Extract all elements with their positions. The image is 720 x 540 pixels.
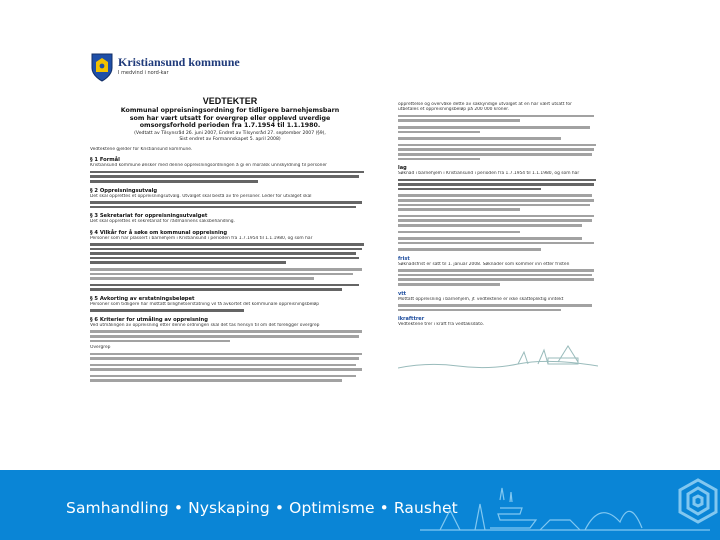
- section-text-4: Personer som har plassert i barnehjem i Kristiansund i perioden fra 1.7.1954 til 1.1.1980, og som har: [90, 235, 313, 241]
- right-heading-ikrafttrer: ikrafttrer: [398, 316, 425, 323]
- footer-bar: [0, 470, 720, 540]
- right-text-top-2: utbetales et oppreisningsbeløp på 200 000 kroner.: [398, 107, 510, 113]
- section-text-overgrep: Overgrep: [90, 345, 111, 351]
- municipality-logo: [90, 52, 320, 82]
- municipality-name: Kristiansund kommune: [118, 55, 240, 69]
- document-right-column: [398, 102, 602, 376]
- right-heading-lag: lag: [398, 165, 407, 172]
- municipality-slogan: I medvind i nord-kar: [118, 70, 169, 76]
- landscape-illustration: [398, 332, 598, 372]
- right-text-frist: Søknadsfrist er satt til 1. januar 2008. Søknader som kommer inn etter fristen: [398, 261, 570, 267]
- section-heading-2: § 2 Oppreisningsutvalg: [90, 187, 158, 194]
- section-heading-6: § 6 Kriterier for utmåling av oppreisning: [90, 316, 208, 323]
- right-text-lag: Søknad i barnehjem i Kristiansund i perioden fra 1.7.1954 til 1.1.1980, og som har: [398, 171, 580, 177]
- document-intro: Vedtektene gjelder for Kristiansund kommune.: [90, 146, 193, 152]
- document-subtitle-2: som har vært utsatt for overgrep eller opplevd uverdige: [129, 114, 331, 122]
- footer-tagline: Samhandling • Nyskaping • Optimisme • Raushet: [66, 499, 458, 517]
- right-heading-frist: frist: [398, 255, 410, 262]
- section-text-1: Kristiansund kommune ønsker med denne oppreisningsordningen å gi en moralsk unnskyldning til personer: [90, 163, 327, 169]
- section-heading-1: § 1 Formål: [90, 157, 120, 164]
- harbor-decoration-icon: [380, 470, 720, 540]
- document-subtitle-1: Kommunal oppreisningsordning for tidligere barnehjemsbarn: [120, 107, 340, 114]
- right-heading-vtt: vtt: [398, 290, 407, 297]
- right-text-ikrafttrer: Vedtektene trer i kraft fra vedtaksdato.: [398, 322, 484, 328]
- coat-of-arms-icon: [90, 52, 114, 82]
- document-meta-2: Sist endret av Formannskapet 5. april 2008): [179, 137, 281, 143]
- right-text-top: opprettelse og overvåke dette av sakkyndige utvalget at en har vært utsatt for: [398, 102, 572, 107]
- section-heading-4: § 4 Vilkår for å søke om kommunal oppreisning: [90, 229, 228, 236]
- section-text-3: Det skal opprettes et sekretariat for rådmannens saksbehandling.: [90, 219, 235, 225]
- right-text-vtt: Mottatt oppreisning i barnehjem, jf. vedtektene er ikke skattepliktig inntekt: [398, 296, 564, 302]
- section-text-6: Ved utmålingen av oppreisning etter denne ordningen skal det tas hensyn til om det foreligger overgrep: [90, 322, 320, 328]
- document-title: VEDTEKTER: [202, 96, 258, 106]
- section-heading-5: § 5 Avkorting av erstatningsbeløpet: [90, 295, 195, 302]
- document-subtitle-3: omsorgsforhold perioden fra 1.7.1954 til 1.1.1980.: [139, 122, 321, 130]
- section-text-5: Personer som tidligere har mottatt billighetserstatning vil få avkortet det kommunale oppreisningsbeløp: [90, 301, 320, 307]
- document-meta-1: (Vedtatt av Tilsynsråd 26. juni 2007, Endret av Tilsynsråd 27. september 2007 (§9),: [134, 130, 326, 136]
- document-left-column: [90, 96, 370, 384]
- document-image: [84, 44, 608, 440]
- section-heading-3: § 3 Sekretariat for oppreisningsutvalget: [90, 213, 208, 220]
- section-text-2: Det skal opprettes et oppreisningsutvalg. Utvalget skal bestå av tre personer. Leder for utvalget skal: [90, 193, 312, 199]
